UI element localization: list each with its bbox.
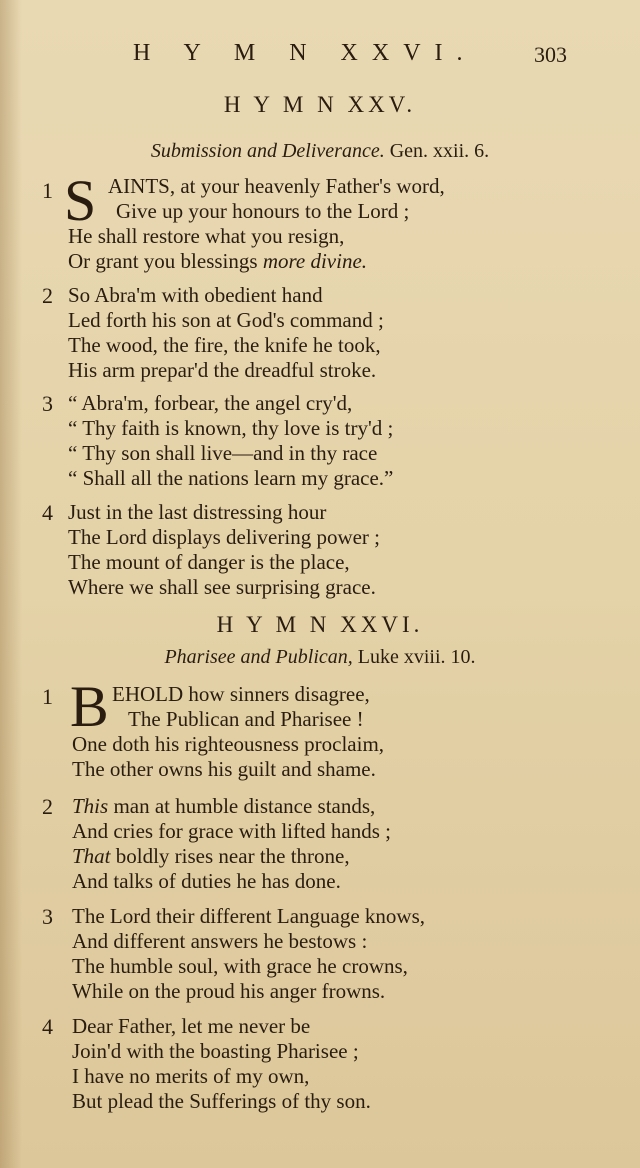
verse-line: While on the proud his anger frowns. [72, 979, 386, 1003]
hymn-25-subtitle-ref: Gen. xxii. 6. [389, 140, 490, 162]
verse-line: Join'd with the boasting Pharisee ; [72, 1039, 359, 1063]
verse-line [72, 794, 375, 818]
verse-line [72, 844, 350, 868]
stanza-number: 4 [42, 500, 53, 525]
verse-line: “ Abra'm, forbear, the angel cry'd, [68, 391, 353, 415]
verse-line: His arm prepar'd the dreadful stroke. [68, 358, 377, 382]
stanza-number: 2 [42, 283, 53, 308]
verse-emphasis: That [72, 844, 111, 868]
verse-line: The humble soul, with grace he crowns, [72, 954, 408, 978]
verse-line: “ Thy son shall live—and in thy race [68, 441, 378, 465]
verse-emphasis: more divine. [262, 249, 368, 273]
stanza-number: 2 [42, 794, 53, 819]
verse-line: Dear Father, let me never be [72, 1014, 311, 1038]
verse-line: The Publican and Pharisee ! [128, 707, 364, 731]
verse-line: One doth his righteousness proclaim, [72, 732, 385, 756]
verse-line: And different answers he bestows : [72, 929, 368, 953]
verse-line: The mount of danger is the place, [68, 550, 350, 574]
verse-line [68, 249, 367, 273]
verse-emphasis: This [72, 794, 109, 818]
verse-text: Or grant you blessings [68, 249, 258, 273]
drop-cap: S [64, 168, 97, 233]
verse-line: Led forth his son at God's command ; [68, 308, 384, 332]
hymn-25-title: H Y M N XXV. [223, 92, 417, 117]
stanza-number: 3 [42, 904, 53, 929]
drop-cap: B [70, 674, 109, 739]
verse-line: Just in the last distressing hour [68, 500, 327, 524]
stanza-number: 1 [42, 178, 53, 203]
verse-line: I have no merits of my own, [72, 1064, 310, 1088]
stanza-number: 3 [42, 391, 53, 416]
verse-line: “ Thy faith is known, thy love is try'd ; [68, 416, 394, 440]
hymn-25-subtitle-theme: Submission and Deliverance. [150, 140, 385, 162]
verse-line: And talks of duties he has done. [72, 869, 341, 893]
verse-line: The wood, the fire, the knife he took, [68, 333, 381, 357]
verse-line: AINTS, at your heavenly Father's word, [108, 174, 445, 198]
hymn-26-subtitle-theme: Pharisee and Publican, [164, 646, 353, 668]
verse-line: Where we shall see surprising grace. [68, 575, 376, 599]
verse-line: The Lord displays delivering power ; [68, 525, 381, 549]
verse-text: boldly rises near the throne, [110, 844, 350, 868]
running-head-title: H Y M N XXVI. [133, 40, 477, 66]
hymn-26-title: H Y M N XXVI. [216, 612, 424, 637]
verse-line: “ Shall all the nations learn my grace.” [68, 466, 394, 490]
hymn-26-subtitle-ref: Luke xviii. 10. [357, 646, 476, 668]
verse-text: man at humble distance stands, [108, 794, 376, 818]
verse-line: He shall restore what you resign, [68, 224, 345, 248]
verse-line: The other owns his guilt and shame. [72, 757, 376, 781]
verse-line: But plead the Sufferings of thy son. [72, 1089, 371, 1113]
hymn-26-subtitle [0, 646, 640, 669]
stanza-number: 1 [42, 684, 53, 709]
verse-line: Give up your honours to the Lord ; [116, 199, 410, 223]
verse-line: The Lord their different Language knows, [72, 904, 425, 928]
page-number: 303 [534, 42, 567, 67]
verse-line: And cries for grace with lifted hands ; [72, 819, 391, 843]
verse-line: EHOLD how sinners disagree, [112, 682, 370, 706]
stanza-number: 4 [42, 1014, 53, 1039]
hymn-25-subtitle [0, 140, 640, 163]
verse-line: So Abra'm with obedient hand [68, 283, 323, 307]
running-head [0, 40, 640, 74]
